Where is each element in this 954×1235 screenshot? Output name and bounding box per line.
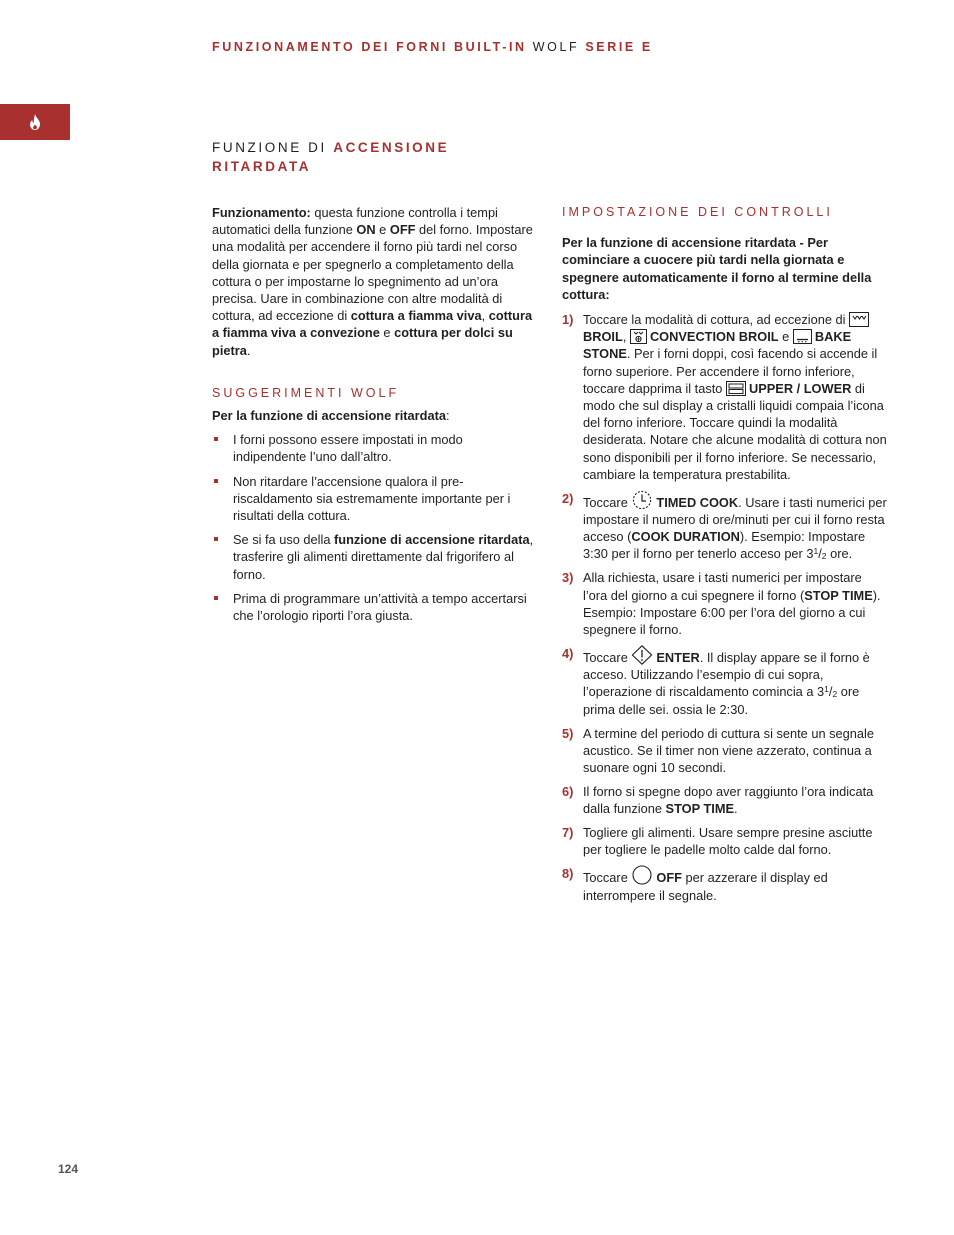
step-key: STOP TIME [804,587,873,603]
controls-heading: IMPOSTAZIONE DEI CONTROLLI [562,205,833,219]
tips-subheading-colon: : [445,408,450,424]
step-text: Toccare la modalità di cottura, ad eccezione di [583,312,850,328]
running-header [212,40,653,54]
step-text: per azzerare il display ed interrompere il segnale. [583,870,828,903]
controls-intro: Per la funzione di accensione ritardata - Per cominciare a cuocere più tardi nella giornata e spegnere automaticamente il forno al termine della cottura: [562,235,872,302]
step-key: OFF [656,870,682,886]
header-section: FUNZIONAMENTO DEI FORNI BUILT-IN [212,40,527,54]
step-text: ). Esempio: Impostare 6:00 per l’ora del giorno a cui spegnere il forno. [583,587,881,638]
left-column [212,204,537,631]
step-text: ore prima delle sei. ossia le 2:30. [583,684,860,717]
step-text: ). Esempio: Impostare 3:30 per il forno per tenerlo acceso per 3 [583,529,866,562]
intro-on: ON [356,222,376,238]
list-item [212,531,537,583]
step-number: 5) [562,725,574,741]
chapter-tab [0,104,70,140]
intro-text: e [375,222,390,238]
step-8 [562,865,887,903]
enter-icon [631,645,653,665]
step-number: 2) [562,490,574,506]
step-key: BAKE STONE [583,329,852,362]
step-number: 1) [562,312,574,328]
step-text: Toccare [583,650,632,666]
intro-bold: cottura a fiamma viva [350,308,482,324]
step-key: TIMED COOK [656,494,739,510]
broil-icon [849,312,869,327]
intro-label: Funzionamento: [212,205,311,220]
step-text: ore. [826,546,853,562]
step-number: 6) [562,784,574,800]
step-text: , [622,329,630,345]
page-number: 124 [58,1162,79,1176]
intro-text: questa funzione controlla i tempi automatici della funzione [212,205,498,238]
title-red-1: ACCENSIONE [333,140,450,155]
step-number: 8) [562,866,574,882]
intro-paragraph [212,204,537,359]
step-text: Togliere gli alimenti. Usare sempre presine asciutte per togliere le padelle molto calde dal forno. [583,825,873,858]
step-1 [562,311,887,483]
header-brand: WOLF [532,40,580,54]
step-text: . [734,801,738,817]
step-6 [562,783,887,817]
intro-text: , [481,308,489,324]
convection-broil-icon [630,329,647,344]
tips-heading: SUGGERIMENTI WOLF [212,385,400,400]
step-2: 2) Toccare TIMED COOK. Usare i tasti numerici per impostare il numero di ore/minuti per cui il forno resta acceso (COOK DURATION). Esempio: Impostare 3:30 per il forno per tenerlo acceso per $3^1/_2$ ore. [562,490,887,562]
intro-text: . [246,342,251,358]
steps-list [562,311,887,904]
tip-text: Prima di programmare un’attività a tempo accertarsi che l’orologio riporti l’ora giusta. [233,590,527,624]
step-number: 4) [562,646,574,662]
step-text: di modo che sul display a cristalli liquidi compaia l’icona del forno inferiore. Toccare quindi la modalità desiderata. Notare che alcune modalità di cottura non sono disponibili per il forno inferiore. Se necessario, cambiare la temperatura prestabilita. [583,380,887,482]
step-key: BROIL [583,329,623,345]
tip-text: I forni possono essere impostati in modo indipendente l’uno dall’altro. [233,432,463,465]
step-key: COOK DURATION [631,529,740,545]
fraction-numerator: 1 [824,684,829,695]
right-column [562,204,887,911]
bake-stone-icon [793,329,812,344]
step-text: Alla richiesta, usare i tasti numerici per impostare l’ora del giorno a cui spegnere il forno ( [583,570,862,603]
intro-text: del forno. Impostare una modalità per accendere il forno più tardi nel corso della giornata e per spegnerlo a completamento della cottura o per impostarne lo spegnimento ad un’ora precisa. Uare in combinazione con altre modalità di cottura, ad eccezione di [212,222,533,324]
step-3 [562,569,887,638]
step-key: CONVECTION BROIL [649,329,779,345]
intro-bold: cottura per dolci su pietra [212,325,513,358]
step-text: A termine del periodo di cuttura si sente un segnale acustico. Se il timer non viene azzerato, continua a suonare ogni 10 secondi. [583,725,874,776]
step-4: 4) Toccare ENTER. Il display appare se il forno è acceso. Utilizzando l’esempio di cui sopra, l’operazione di riscaldamento comincia a $3^1/_2$ ore prima delle sei. ossia le 2:30. [562,646,870,717]
intro-text: e [379,325,395,341]
step-key: UPPER / LOWER [748,380,852,396]
step-text: Toccare [583,494,632,510]
intro-bold: cottura a fiamma viva a convezione [212,308,533,341]
fraction-numerator: 1 [813,546,819,557]
step-text: . Usare i tasti numerici per impostare il numero di ore/minuti per cui il forno resta acceso ( [583,494,887,545]
flame-icon [28,114,42,130]
list-item [212,590,537,624]
tip-text: , trasferire gli alimenti direttamente dal frigorifero al forno. [233,532,534,582]
fraction-denominator: 2 [821,551,827,562]
step-key: ENTER [656,650,700,666]
step-text: . Per i forni doppi, così facendo si accende il forno superiore. Per accendere il forno inferiore, toccare dapprima il tasto [583,346,878,396]
off-icon [631,865,653,885]
step-7 [562,824,887,858]
tip-text: Non ritardare l’accensione qualora il pre-riscaldamento sia estremamente importante per i risultati della cottura. [233,473,511,524]
step-text: . Il display appare se il forno è acceso. Utilizzando l’esempio di cui sopra, l’operazione di riscaldamento comincia a 3 [583,650,870,700]
title-prefix: FUNZIONE DI [212,140,327,155]
step-5 [562,725,887,777]
list-item [212,473,537,525]
page-title [212,138,449,176]
step-text: Toccare [583,870,632,886]
clock-icon [631,490,653,510]
upper-lower-icon [726,381,746,396]
tips-subheading-bold: Per la funzione di accensione ritardata [212,408,446,424]
step-text: Il forno si spegne dopo aver raggiunto l’ora indicata dalla funzione [583,784,874,817]
intro-off: OFF [389,222,416,238]
tips-list [212,431,537,624]
step-number: 3) [562,570,574,586]
step-text: e [778,329,793,345]
title-red-2: RITARDATA [212,159,312,174]
tip-bold: funzione di accensione ritardata [334,532,530,548]
step-number: 7) [562,825,574,841]
fraction-denominator: 2 [832,689,838,700]
step-key: STOP TIME [665,801,735,817]
header-series: SERIE E [585,40,653,54]
tips-subheading [212,407,537,424]
tip-text: Se si fa uso della [233,532,335,548]
list-item [212,431,537,465]
